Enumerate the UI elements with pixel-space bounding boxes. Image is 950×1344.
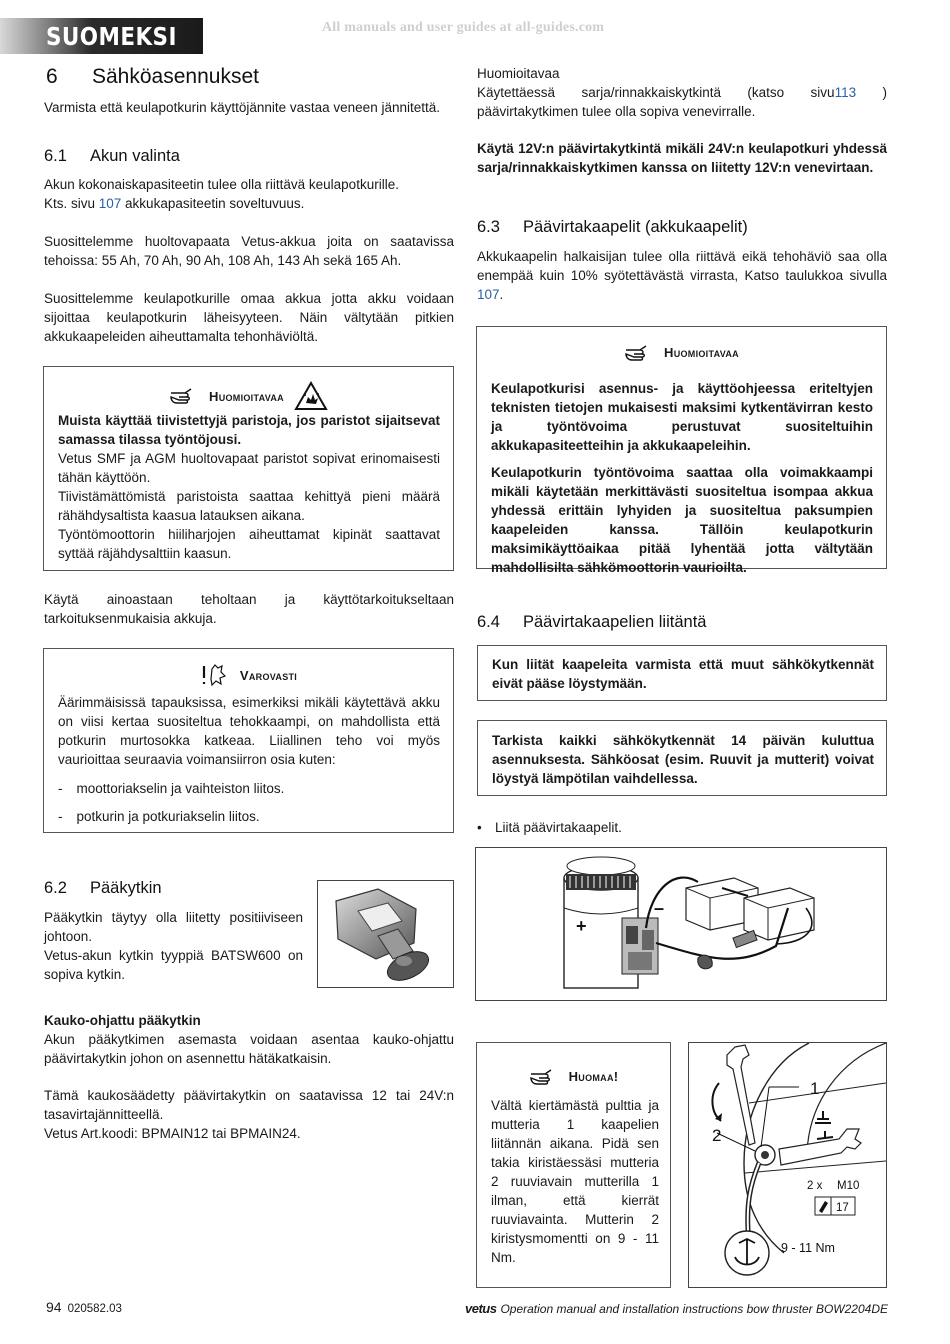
footer-right: [465, 1299, 888, 1319]
dash-bullet: -: [58, 809, 63, 824]
callout-1: 1: [810, 1079, 820, 1098]
section-6-intro: Varmista että keulapotkurin käyttöjännite vastaa veneen jännitettä.: [44, 100, 440, 115]
bolt-tightening-illustration: [689, 1043, 886, 1287]
page-link[interactable]: 113: [834, 85, 857, 100]
section-number: 6.3: [477, 218, 500, 236]
bolt-figure: [688, 1042, 887, 1288]
caution-text: Kun liität kaapeleita varmista että muut sähkökytkennät eivät pääse löystymään.: [492, 657, 874, 691]
section-number: 6: [46, 65, 58, 88]
plus-sign: +: [576, 916, 587, 936]
text: akkukapasiteetin soveltuvuus.: [121, 196, 305, 211]
warning-text: Äärimmäisissä tapauksissa, esimerkiksi mikäli käytettävä akku on viisi kertaa suositeltua tehokkaampi, on mahdollista että potkurin murtosokka katkeaa. Liiallinen teho voi myös vaurioittaa seuraavia voimansiirron osia kuten:: [58, 695, 440, 767]
paragraph: [44, 194, 454, 213]
section-title: Pääkytkin: [90, 879, 162, 897]
paragraph: Akun kokonaiskapasiteetin tulee olla riittävä keulapotkurille.: [44, 177, 399, 192]
wrench-size: 17: [836, 1202, 849, 1214]
paragraph: Vetus Art.koodi: BPMAIN12 tai BPMAIN24.: [44, 1126, 301, 1141]
list-item-text: potkurin ja potkuriakselin liitos.: [76, 809, 260, 824]
callout-2: 2: [712, 1126, 722, 1145]
section-6-3-heading: [477, 216, 748, 238]
text: .: [499, 287, 504, 302]
note-header: [477, 343, 886, 362]
note-box: [476, 326, 887, 575]
note-body: [491, 379, 873, 577]
bullet-dot: •: [477, 820, 482, 835]
text: Akkukaapelin halkaisijan tulee olla riittävä eikä tehohäviö saa olla enempää kuin 10% syötettävästä virrasta, Katso taulukkoa sivulla: [477, 249, 887, 283]
paragraph: Käytä ainoastaan teholtaan ja käyttötarkoitukseltaan tarkoituksenmukaisia akkuja.: [44, 592, 454, 626]
section-6-2-heading: [44, 877, 162, 899]
note-header: [477, 1067, 670, 1086]
note-label: Huomaa!: [568, 1069, 619, 1084]
paragraph: [477, 247, 887, 304]
list-item: [58, 779, 440, 798]
text: Kts. sivu: [44, 196, 99, 211]
bullet-text: Liitä päävirtakaapelit.: [495, 820, 622, 835]
warning-body: [58, 693, 440, 826]
text: ) päävirtakytkimen tulee olla sopiva venevirralle.: [477, 85, 888, 119]
watermark: All manuals and user guides at all-guides.com: [322, 20, 605, 35]
torque-value: 9 - 11 Nm: [781, 1241, 835, 1255]
page-link[interactable]: 107: [98, 196, 122, 211]
warning-box: [43, 648, 454, 833]
battery-switch-illustration: [318, 881, 453, 987]
note-box: [476, 1042, 671, 1288]
section-title: Päävirtakaapelien liitäntä: [523, 613, 707, 631]
note-label: Huomioitavaa: [209, 388, 284, 404]
wiring-figure: [475, 847, 887, 1001]
paragraph: Pääkytkin täytyy olla liitetty positiiviseen johtoon.: [44, 910, 303, 944]
main-switch-image: [317, 880, 454, 988]
note-body: [58, 411, 440, 563]
note-line: Työntömoottorin hiiliharjojen aiheuttamat kipinät saattavat syttää räjähdysalttiin kaasun.: [58, 527, 440, 561]
paragraph: Suosittelemme keulapotkurille omaa akkua jotta akku voidaan sijoittaa keulapotkurin läheisyyteen. Näin vältytään pitkien akkukaapeleiden aiheuttamalta tehonhäviöltä.: [44, 291, 454, 344]
note-line: Vetus SMF ja AGM huoltovapaat paristot sopivat erinomaisesti tähän käyttöön.: [58, 451, 440, 485]
explosion-warning-icon: [294, 381, 328, 411]
paragraph: Tämä kaukosäädetty päävirtakytkin on saatavissa 12 tai 24V:n tasavirtajännitteellä.: [44, 1088, 454, 1122]
page-link[interactable]: 107: [477, 287, 500, 302]
section-6-1-heading: [44, 145, 180, 167]
paragraph: [477, 83, 887, 121]
note-label-text: Huomioitavaa: [477, 66, 560, 81]
note-text: Vältä kiertämästä pulttia ja mutteria 1 kaapelien liitännän aikana. Pidä sen takia kiristäessäsi mutteria 2 ruuviavain mutterilla 1 ilman, että kierrät ruuviavainta. Mutterin 2 kiristysmomentti on 9 - 11 Nm.: [491, 1098, 659, 1265]
warning-label: Varovasti: [239, 667, 298, 683]
paragraph: Akun pääkytkimen asemasta voidaan asentaa kauko-ohjattu päävirtakytkin johon on asennettu hätäkatkaisin.: [44, 1032, 454, 1066]
caution-hand-icon: [200, 663, 230, 687]
warning-header: [44, 663, 453, 687]
language-tab: [0, 18, 203, 54]
pointing-hand-icon: [169, 387, 199, 405]
page-number: 94: [46, 1299, 62, 1315]
section-6-heading: [46, 64, 466, 90]
note-bold-text: Keulapotkurin työntövoima saattaa olla voimakkaampi mikäli käytetään merkittävästi suositeltua isompaa akkua yhdessä erittäin lyhyiden ja suositeltua paksumpien kaapeleiden kanssa. Tällöin keulapotkurin maksimikäyttöaikaa pitää lyhentää jotta vältytään mahdollisilta sähkömoottorin vaurioilta.: [491, 465, 873, 575]
bolt-quantity: 2 x: [807, 1180, 823, 1192]
thruster-wiring-illustration: [476, 848, 886, 1000]
note-box: [43, 366, 454, 571]
bold-paragraph: Käytä 12V:n päävirtakytkintä mikäli 24V:n keulapotkuri yhdessä sarja/rinnakkaiskytkimen kanssa on liitetty 12V:n venevirtaan.: [477, 141, 887, 175]
bolt-size: M10: [837, 1180, 860, 1192]
section-number: 6.2: [44, 879, 67, 897]
document-code: 020582.03: [67, 1303, 122, 1315]
note-bold-text: Keulapotkurisi asennus- ja käyttöohjeessa eriteltyjen teknisten tietojen mukaisesti maksimi kytkentävirran kesto ja työntövoima perustuvat suositeltuihin akkukapasiteetteihin ja akkukaapeleihin.: [491, 381, 873, 453]
pointing-hand-icon: [624, 344, 654, 362]
bullet-item: [477, 818, 887, 837]
paragraph: Suosittelemme huoltovapaata Vetus-akkua joita on saatavissa tehoissa: 55 Ah, 70 Ah, 90 Ah, 108 Ah, 143 Ah sekä 165 Ah.: [44, 234, 454, 268]
footer-text: Operation manual and installation instructions bow thruster BOW2204DE: [500, 1302, 888, 1316]
note-bold-text: Muista käyttää tiivistettyjä paristoja, jos paristot sijaitsevat samassa tilassa työntöjousi.: [58, 413, 440, 447]
pointing-hand-icon: [529, 1068, 559, 1086]
subheading: Kauko-ohjattu pääkytkin: [44, 1013, 201, 1028]
list-item-text: moottoriakselin ja vaihteiston liitos.: [76, 781, 285, 796]
section-title: Sähköasennukset: [92, 65, 259, 88]
caution-box: [477, 720, 887, 796]
paragraph: Vetus-akun kytkin tyyppiä BATSW600 on sopiva kytkin.: [44, 948, 303, 982]
vetus-logo: vetus: [464, 1301, 497, 1316]
note-line: Tiivistämättömistä paristoista saattaa kehittyä pieni määrä rähähdysaltista kaasua latauksen aikana.: [58, 489, 440, 523]
list-item: [58, 807, 440, 826]
section-number: 6.4: [477, 613, 500, 631]
section-title: Päävirtakaapelit (akkukaapelit): [523, 218, 748, 236]
language-label: SUOMEKSI: [46, 22, 177, 51]
footer-left: [46, 1298, 122, 1319]
note-header: [44, 381, 453, 411]
section-number: 6.1: [44, 147, 67, 165]
text: Käytettäessä sarja/rinnakkaiskytkintä (katso sivu: [477, 85, 835, 100]
minus-sign: –: [654, 898, 665, 918]
section-6-4-heading: [477, 611, 706, 633]
caution-box: [477, 645, 887, 701]
note-label: Huomioitavaa: [664, 345, 739, 360]
section-title: Akun valinta: [90, 147, 180, 165]
dash-bullet: -: [58, 781, 63, 796]
caution-text: Tarkista kaikki sähkökytkennät 14 päivän kuluttua asennuksesta. Sähköosat (esim. Ruuvit ja mutterit) voivat löystyä lämpötilan vaihdellessa.: [492, 733, 874, 786]
